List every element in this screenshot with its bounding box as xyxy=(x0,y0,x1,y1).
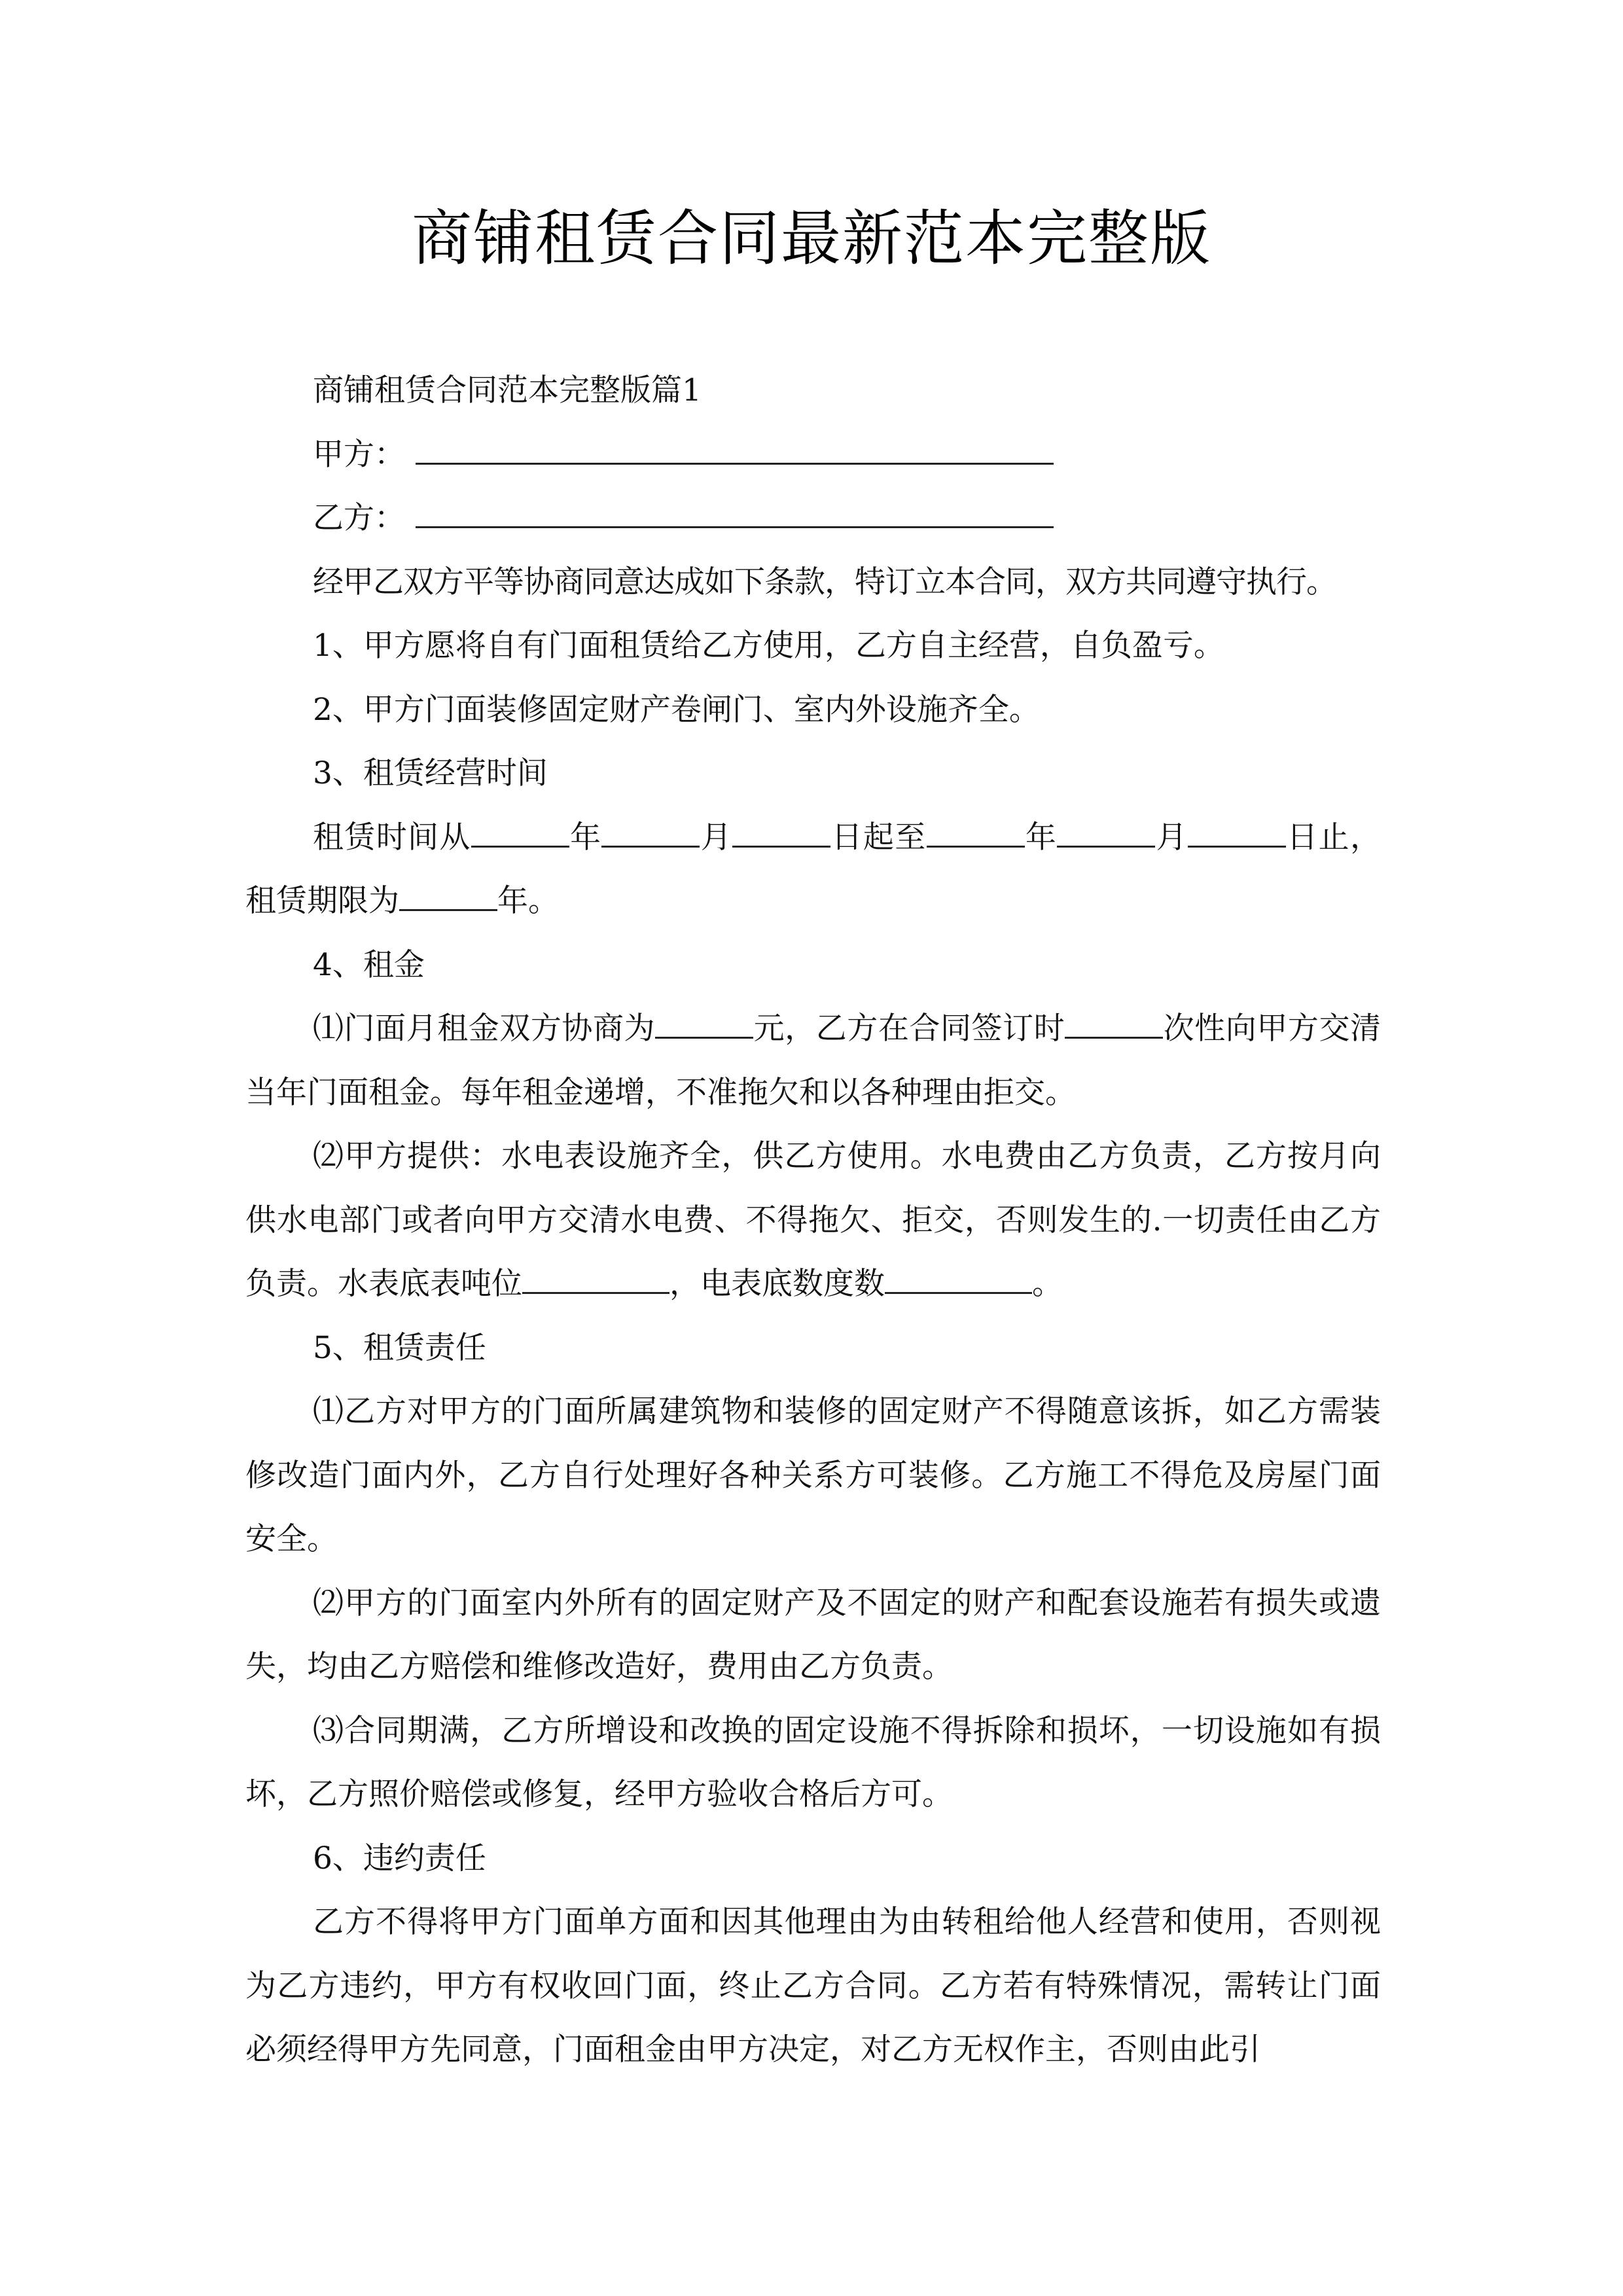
year-label: 年 xyxy=(569,819,602,855)
clause-5-1: ⑴乙方对甲方的门面所属建筑物和装修的固定财产不得随意该拆，如乙方需装修改造门面内外，乙方自行处理好各种关系方可装修。乙方施工不得危及房屋门面安全。 xyxy=(245,1393,1381,1557)
clause-5-heading: 5、租赁责任 xyxy=(313,1329,486,1366)
party-a-label: 甲方： xyxy=(313,436,405,473)
section-heading: 商铺租赁合同范本完整版篇1 xyxy=(313,372,702,408)
clause-6-text: 乙方不得将甲方门面单方面和因其他理由为由转租给他人经营和使用，否则视为乙方违约，甲方有权收回门面，终止乙方合同。乙方若有特殊情况，需转让门面必须经得甲方先同意，门面租金由甲方决定，对乙方无权作主，否则由此引 xyxy=(245,1904,1381,2068)
clause-2: 2、甲方门面装修固定财产卷闸门、室内外设施齐全。 xyxy=(313,691,1040,728)
clause-6-heading: 6、违约责任 xyxy=(313,1840,486,1876)
document-body xyxy=(245,359,1381,2082)
year-label: 年。 xyxy=(497,883,559,919)
utilities-text: 。 xyxy=(1032,1266,1063,1302)
rent-text: 元，乙方在合同签订时 xyxy=(753,1011,1065,1047)
clause-3-heading: 3、租赁经营时间 xyxy=(313,755,548,791)
electric-meter-field[interactable] xyxy=(885,1266,1032,1294)
utilities-text: ⑵甲方提供：水电表设施齐全，供乙方使用。水电费由乙方负责，乙方按月向供水电部门或者向甲方交清水电费、不得拖欠、拒交，否则发生的.一切责任由乙方负责。水表底表吨位 xyxy=(245,1138,1381,1302)
day-from-label: 日起至 xyxy=(830,819,927,855)
clause-4-1 xyxy=(245,997,1381,1124)
utilities-text: ，电表底数度数 xyxy=(669,1266,885,1302)
lease-term-field[interactable] xyxy=(399,883,497,911)
intro-paragraph: 经甲乙双方平等协商同意达成如下条款，特订立本合同，双方共同遵守执行。 xyxy=(313,564,1336,600)
rent-text: 次性向甲方交清当年门面租金。每年租金递增，不准拖欠和以各种理由拒交。 xyxy=(245,1011,1382,1111)
party-b-row xyxy=(245,486,1381,550)
end-month-field[interactable] xyxy=(1057,819,1155,848)
water-meter-field[interactable] xyxy=(522,1266,669,1294)
end-year-field[interactable] xyxy=(927,819,1025,848)
clause-3-text xyxy=(245,806,1381,933)
clause-1: 1、甲方愿将自有门面租赁给乙方使用，乙方自主经营，自负盈亏。 xyxy=(313,628,1224,664)
clause-4-2 xyxy=(245,1124,1381,1316)
start-month-field[interactable] xyxy=(601,819,700,848)
month-label: 月 xyxy=(700,819,733,855)
party-a-field[interactable] xyxy=(416,434,1054,465)
year-label: 年 xyxy=(1024,819,1058,855)
clause-5-3: ⑶合同期满，乙方所增设和改换的固定设施不得拆除和损坏，一切设施如有损坏，乙方照价赔偿或修复，经甲方验收合格后方可。 xyxy=(245,1712,1381,1812)
lease-from-label: 租赁时间从 xyxy=(313,819,471,855)
start-year-field[interactable] xyxy=(471,819,569,848)
party-b-field[interactable] xyxy=(416,497,1054,528)
clause-5-2: ⑵甲方的门面室内外所有的固定财产及不固定的财产和配套设施若有损失或遗失，均由乙方赔偿和维修改造好，费用由乙方负责。 xyxy=(245,1585,1381,1685)
monthly-rent-field[interactable] xyxy=(655,1011,753,1039)
month-label: 月 xyxy=(1155,819,1188,855)
party-b-label: 乙方： xyxy=(313,500,405,536)
end-day-field[interactable] xyxy=(1188,819,1286,848)
clause-4-heading: 4、租金 xyxy=(313,946,425,983)
party-a-row xyxy=(245,423,1381,487)
rent-text: ⑴门面月租金双方协商为 xyxy=(313,1011,656,1047)
payment-times-field[interactable] xyxy=(1065,1011,1163,1039)
document-title: 商铺租赁合同最新范本完整版 xyxy=(411,204,1211,274)
day-to-label: 日止，租赁期限为 xyxy=(245,819,1382,919)
start-day-field[interactable] xyxy=(732,819,830,848)
